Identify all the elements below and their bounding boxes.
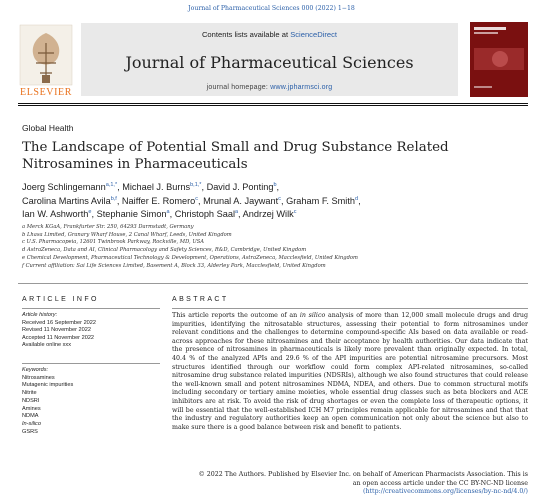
- author-affiliation-mark[interactable]: d: [355, 195, 359, 202]
- running-header[interactable]: Journal of Pharmaceutical Sciences 000 (2022) 1−18: [188, 5, 355, 12]
- keyword-item: GSRS: [22, 428, 38, 435]
- contents-line: [81, 30, 458, 39]
- homepage-prefix: journal homepage:: [206, 84, 269, 91]
- author-affiliation-mark[interactable]: c: [278, 195, 281, 202]
- journal-title[interactable]: Journal of Pharmaceutical Sciences: [125, 53, 414, 72]
- affiliation-item: c U.S. Pharmacopeia, 12601 Twinbrook Parkway, Rockville, MD, USA: [22, 239, 205, 246]
- author-separator: ,: [201, 182, 207, 192]
- author-separator: ,: [238, 209, 243, 219]
- author-name[interactable]: Mrunal A. Jaywant: [203, 195, 279, 206]
- paper-title: [22, 140, 512, 173]
- accepted-date: Accepted 11 November 2022: [22, 334, 95, 341]
- elsevier-logo[interactable]: [18, 23, 74, 99]
- journal-homepage: [81, 84, 458, 91]
- article-history: [22, 312, 162, 350]
- revised-date: Revised 11 November 2022: [22, 327, 91, 333]
- received-date: Received 16 September 2022: [22, 319, 97, 326]
- abstract-heading: ABSTRACT: [172, 296, 229, 303]
- author-separator: ,: [276, 182, 280, 192]
- keyword-item: Mutagenic impurities: [22, 382, 74, 389]
- keywords-rule: [22, 363, 160, 364]
- sciencedirect-link[interactable]: ScienceDirect: [290, 30, 338, 39]
- author-name[interactable]: Andrzej Wilk: [242, 209, 294, 219]
- elsevier-wordmark: ELSEVIER: [19, 87, 73, 98]
- author-affiliation-mark[interactable]: e: [88, 209, 92, 215]
- author-affiliation-mark[interactable]: b,1,*: [190, 182, 202, 188]
- author-separator: ,: [116, 195, 122, 206]
- header-rule-secondary: [18, 105, 528, 106]
- affiliation-item: e Chemical Development, Pharmaceutical Technology & Development, Operations, AstraZeneca, Macclesfield, United Kingdom: [22, 254, 358, 261]
- author-name[interactable]: Carolina Martins Avila: [22, 195, 111, 206]
- author-affiliation-mark[interactable]: b,f: [110, 195, 117, 202]
- license-link[interactable]: (http://creativecommons.org/licenses/by-nc-nd/4.0/): [363, 488, 528, 496]
- author-name[interactable]: Michael J. Burns: [122, 182, 191, 192]
- author-affiliation-mark[interactable]: c: [195, 195, 199, 202]
- paper-title-line-2: Nitrosamines in Pharmaceuticals: [22, 156, 248, 172]
- author-name[interactable]: David J. Ponting: [206, 182, 274, 192]
- author-separator: ,: [358, 195, 361, 206]
- author-name[interactable]: Naiffer E. Romero: [121, 195, 196, 206]
- abstract-text-part: This article reports the outcome of an: [172, 312, 300, 319]
- keyword-item: Nitrosamines: [22, 374, 55, 381]
- keywords-label: Keywords:: [22, 367, 49, 373]
- author-name[interactable]: Ian W. Ashworth: [22, 209, 89, 219]
- contents-prefix: Contents lists available at: [201, 30, 289, 39]
- author-separator: ,: [117, 182, 123, 192]
- author-separator: ,: [169, 209, 175, 219]
- affiliation-item: d AstraZeneca, Data and AI, Clinical Pharmacology and Safety Sciences, R&D, Cambridge, United Kingdom: [22, 247, 307, 254]
- copyright-notice: [172, 471, 528, 497]
- author-affiliation-mark[interactable]: a: [166, 209, 170, 215]
- author-affiliation-mark[interactable]: b: [273, 182, 277, 188]
- affiliation-item: a Merck KGaA, Frankfurter Str. 250, 64293 Darmstadt, Germany: [22, 224, 194, 230]
- author-separator: ,: [198, 195, 204, 206]
- author-affiliation-mark[interactable]: a: [234, 209, 239, 215]
- author-name[interactable]: Christoph Saal: [174, 209, 235, 219]
- online-date: Available online xxx: [22, 342, 72, 348]
- copyright-line-2: an open access article under the CC BY-NC-ND license: [352, 479, 528, 487]
- keywords-list: [22, 367, 162, 436]
- author-affiliation-mark[interactable]: a,1,*: [105, 182, 118, 188]
- homepage-link[interactable]: www.jpharmsci.org: [270, 84, 333, 91]
- keyword-item: Nitrite: [22, 390, 37, 397]
- author-name[interactable]: Stephanie Simon: [96, 209, 167, 219]
- abstract-body: [172, 312, 528, 432]
- journal-cover-thumbnail[interactable]: [470, 22, 528, 97]
- paper-title-line-1: The Landscape of Potential Small and Drug Substance Related: [22, 140, 449, 155]
- author-separator: ,: [91, 209, 97, 219]
- abstract-text-part: analysis of more than 12,000 small molecule drugs and drug impurities, identifying the nitrosatable structures, assessing their potential to form nitrosamines under relevant conditions and the challenges to determine compound-specific AIs based on data available or read-across approaches for these nitrosamines and their acceptance by health authorities. Our data indicate that the presence of nitrosamines in pharmaceuticals is likely more prevalent than originally expected. In total, 40.4 % of the analyzed APIs and 29.6 % of the API impurities are potential nitrosamine precursors. Most structures identified through our workflow could form complex API-related nitrosamines, so-called nitrosamine drug substance related impurities (NDSRIs), although we also found structures that could release the well-known small and potent nitrosamines NDMA, NDEA, and others. Due to common structural motifs including secondary or tertiary amine moieties, whole essential drug classes such as beta blockers and ACE inhibitors are at risk. To avoid the risk of drug shortages or even the complete loss of therapeutic options, it will be essential that the well-established ICH M7 principles remain applicable for nitrosamines and that that the industry and regulatory authorities keep an open communication not only about the science but also to make sure there is a good balance between risk and benefit to patients.: [172, 312, 528, 431]
- section-label: Global Health: [22, 123, 74, 133]
- abstract-text-italic: in silico: [299, 312, 326, 319]
- article-info-heading: ARTICLE INFO: [22, 296, 99, 303]
- affiliation-list: [22, 224, 522, 270]
- section-divider: [18, 283, 528, 284]
- keyword-item: Amines: [22, 405, 41, 412]
- article-history-label: Article history:: [22, 312, 58, 318]
- article-info-rule: [22, 308, 160, 309]
- affiliation-item: f Current affiliation: Sai Life Sciences Limited, Basement A, Block 33, Alderley Park, Macclesfield, United Kingdom: [22, 262, 326, 269]
- keyword-item: NDMA: [22, 413, 39, 420]
- abstract-rule: [172, 308, 528, 309]
- affiliation-item: b Lhasa Limited, Granary Wharf House, 2 Canal Wharf, Leeds, United Kingdom: [22, 231, 232, 238]
- author-name[interactable]: Graham F. Smith: [286, 195, 356, 206]
- header-rule: [18, 103, 528, 104]
- author-separator: ,: [280, 195, 287, 206]
- keyword-item: In-silico: [22, 420, 41, 427]
- author-list: [22, 180, 522, 221]
- author-affiliation-mark[interactable]: c: [293, 209, 297, 215]
- author-name[interactable]: Joerg Schlingemann: [22, 182, 106, 192]
- keyword-item: NDSRI: [22, 397, 40, 404]
- copyright-line-1: © 2022 The Authors. Published by Elsevier Inc. on behalf of American Pharmacists Association. This is: [198, 471, 528, 478]
